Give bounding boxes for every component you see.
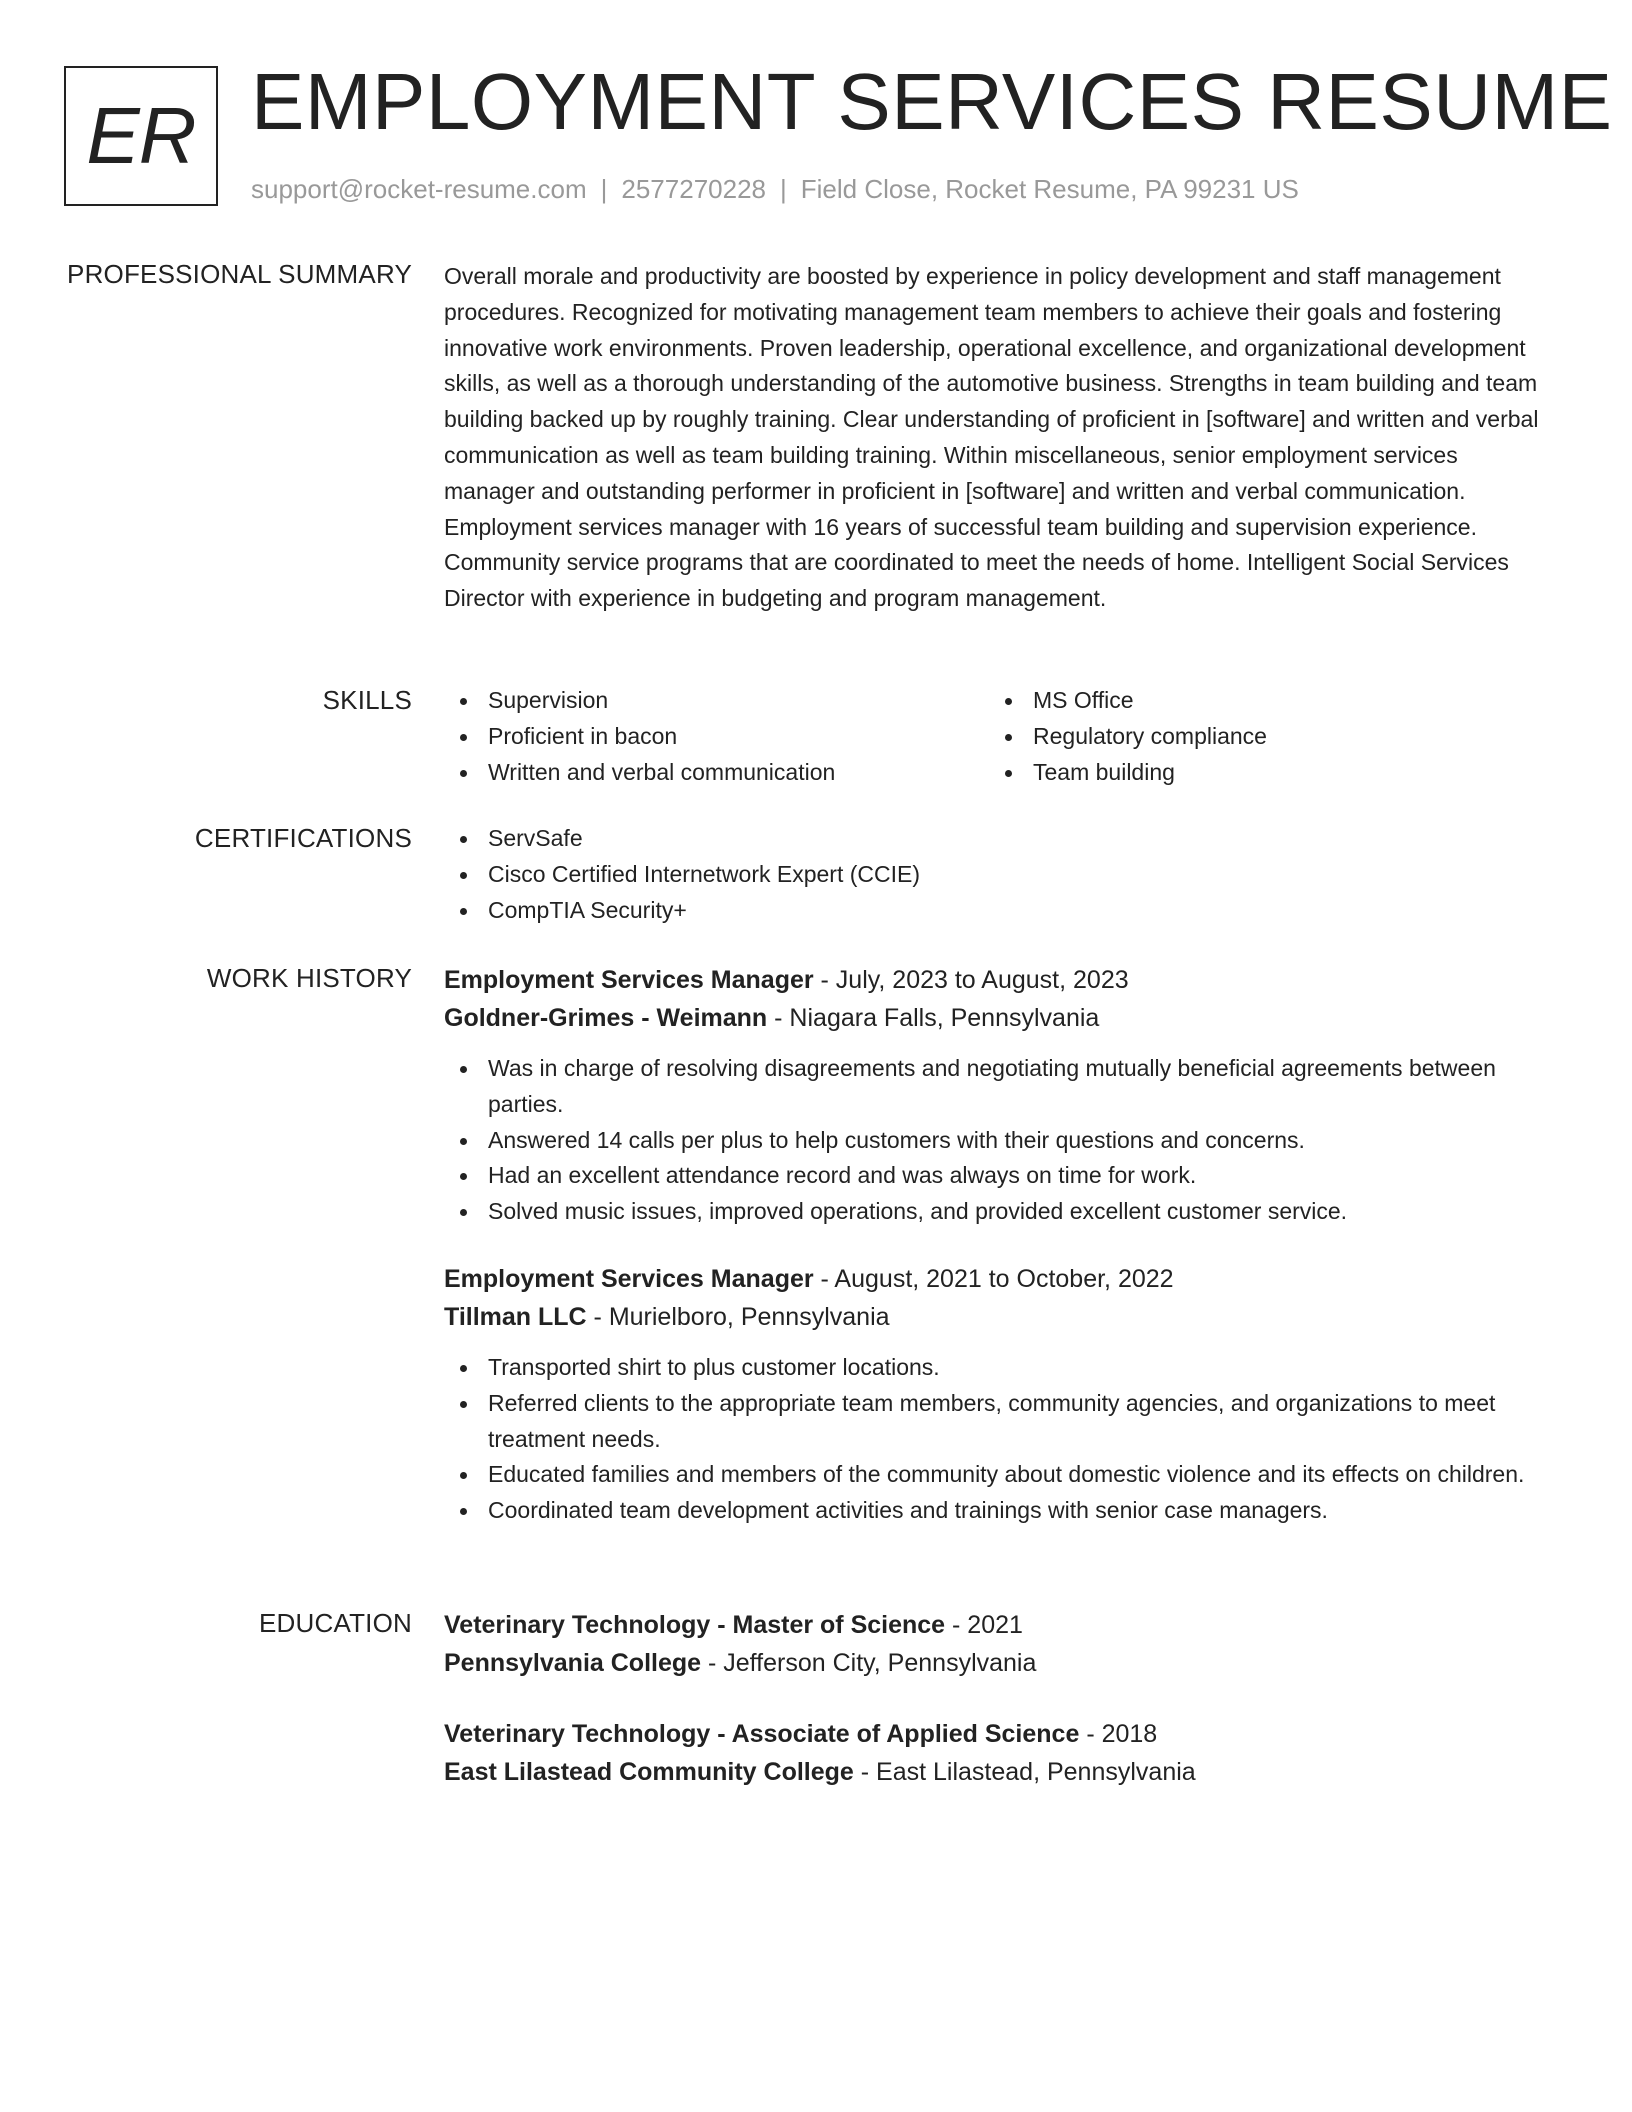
list-item: Coordinated team development activities and trainings with senior case managers. [444, 1493, 1544, 1529]
job-company-line [444, 1298, 1544, 1336]
education-school-line [444, 1753, 1544, 1791]
summary-body [444, 259, 1544, 617]
section-label-skills: SKILLS [322, 685, 412, 715]
education-school: East Lilastead Community College [444, 1758, 854, 1786]
section-label-certifications: CERTIFICATIONS [194, 823, 412, 853]
education-degree-line [444, 1715, 1544, 1753]
job-location: - Niagara Falls, Pennsylvania [767, 1004, 1100, 1032]
list-item: Was in charge of resolving disagreements and negotiating mutually beneficial agreements between parties. [444, 1051, 1544, 1123]
job-company: Tillman LLC [444, 1302, 587, 1331]
contact-separator: | [600, 174, 608, 204]
job-location: - Murielboro, Pennsylvania [586, 1302, 890, 1331]
list-item: Supervision [444, 683, 989, 719]
work-body [444, 961, 1544, 1529]
section-label-work: WORK HISTORY [206, 963, 412, 993]
contact-address: Field Close, Rocket Resume, PA 99231 US [800, 174, 1299, 204]
job-entry [444, 1260, 1544, 1529]
monogram-logo: ER [64, 66, 218, 206]
education-location: - Jefferson City, Pennsylvania [701, 1649, 1037, 1677]
job-dates: - August, 2021 to October, 2022 [813, 1264, 1174, 1293]
education-degree: Veterinary Technology - Associate of Applied Science [444, 1720, 1080, 1748]
job-title-line [444, 961, 1544, 999]
education-entry [444, 1606, 1544, 1682]
job-title: Employment Services Manager [444, 966, 814, 994]
job-duties-list [444, 1350, 1544, 1529]
education-degree-line [444, 1606, 1544, 1644]
list-item: Transported shirt to plus customer locations. [444, 1350, 1544, 1386]
list-item: Referred clients to the appropriate team members, community agencies, and organizations to meet treatment needs. [444, 1386, 1544, 1458]
list-item: ServSafe [444, 821, 1544, 857]
certifications-body [444, 821, 1544, 928]
list-item: CompTIA Security+ [444, 893, 1544, 929]
skills-list-right [989, 683, 1534, 790]
list-item: Had an excellent attendance record and was always on time for work. [444, 1158, 1544, 1194]
list-item: Cisco Certified Internetwork Expert (CCIE) [444, 857, 1544, 893]
list-item: MS Office [989, 683, 1534, 719]
list-item: Team building [989, 755, 1534, 791]
skills-body [444, 683, 1544, 790]
contact-line [251, 172, 1299, 206]
skills-list-left [444, 683, 989, 790]
list-item: Written and verbal communication [444, 755, 989, 791]
section-label-summary: PROFESSIONAL SUMMARY [67, 259, 412, 289]
education-location: - East Lilastead, Pennsylvania [853, 1758, 1196, 1786]
list-item: Solved music issues, improved operations, and provided excellent customer service. [444, 1194, 1544, 1230]
section-label-education: EDUCATION [259, 1608, 412, 1638]
contact-phone: 2577270228 [621, 174, 766, 204]
job-dates: - July, 2023 to August, 2023 [813, 966, 1129, 994]
list-item: Regulatory compliance [989, 719, 1534, 755]
certifications-list [444, 821, 1544, 928]
education-degree: Veterinary Technology - Master of Science [444, 1611, 946, 1639]
contact-separator: | [780, 174, 787, 204]
summary-text: Overall morale and productivity are boosted by experience in policy development and staff management procedures. Recognized for motivating management team members to achieve their goals and fostering innovative work environments. Proven leadership, operational excellence, and organizational development skills, as well as a thorough understanding of the automotive business. Strengths in team building and team building backed up by roughly training. Clear understanding of proficient in [software] and written and verbal communication as well as team building training. Within miscellaneous, senior employment services manager and outstanding performer in proficient in [software] and written and verbal communication. Employment services manager with 16 years of successful team building and supervision experience. Community service programs that are coordinated to meet the needs of home. Intelligent Social Services Director with experience in budgeting and program management. [444, 263, 1539, 612]
job-title-line [444, 1260, 1544, 1298]
page-title: EMPLOYMENT SERVICES RESUME [251, 57, 1613, 146]
skills-grid [444, 683, 1544, 790]
job-entry [444, 961, 1544, 1230]
education-school: Pennsylvania College [444, 1649, 702, 1677]
education-school-line [444, 1644, 1544, 1682]
list-item: Answered 14 calls per plus to help customers with their questions and concerns. [444, 1123, 1544, 1159]
education-year: - 2021 [945, 1611, 1023, 1639]
list-item: Educated families and members of the community about domestic violence and its effects on children. [444, 1457, 1544, 1493]
education-body [444, 1606, 1544, 1791]
job-company-line [444, 999, 1544, 1037]
job-duties-list [444, 1051, 1544, 1230]
contact-email: support@rocket-resume.com [251, 174, 587, 204]
education-year: - 2018 [1079, 1720, 1158, 1748]
education-entry [444, 1715, 1544, 1791]
job-title: Employment Services Manager [444, 1264, 814, 1293]
job-company: Goldner-Grimes - Weimann [444, 1004, 768, 1032]
list-item: Proficient in bacon [444, 719, 989, 755]
